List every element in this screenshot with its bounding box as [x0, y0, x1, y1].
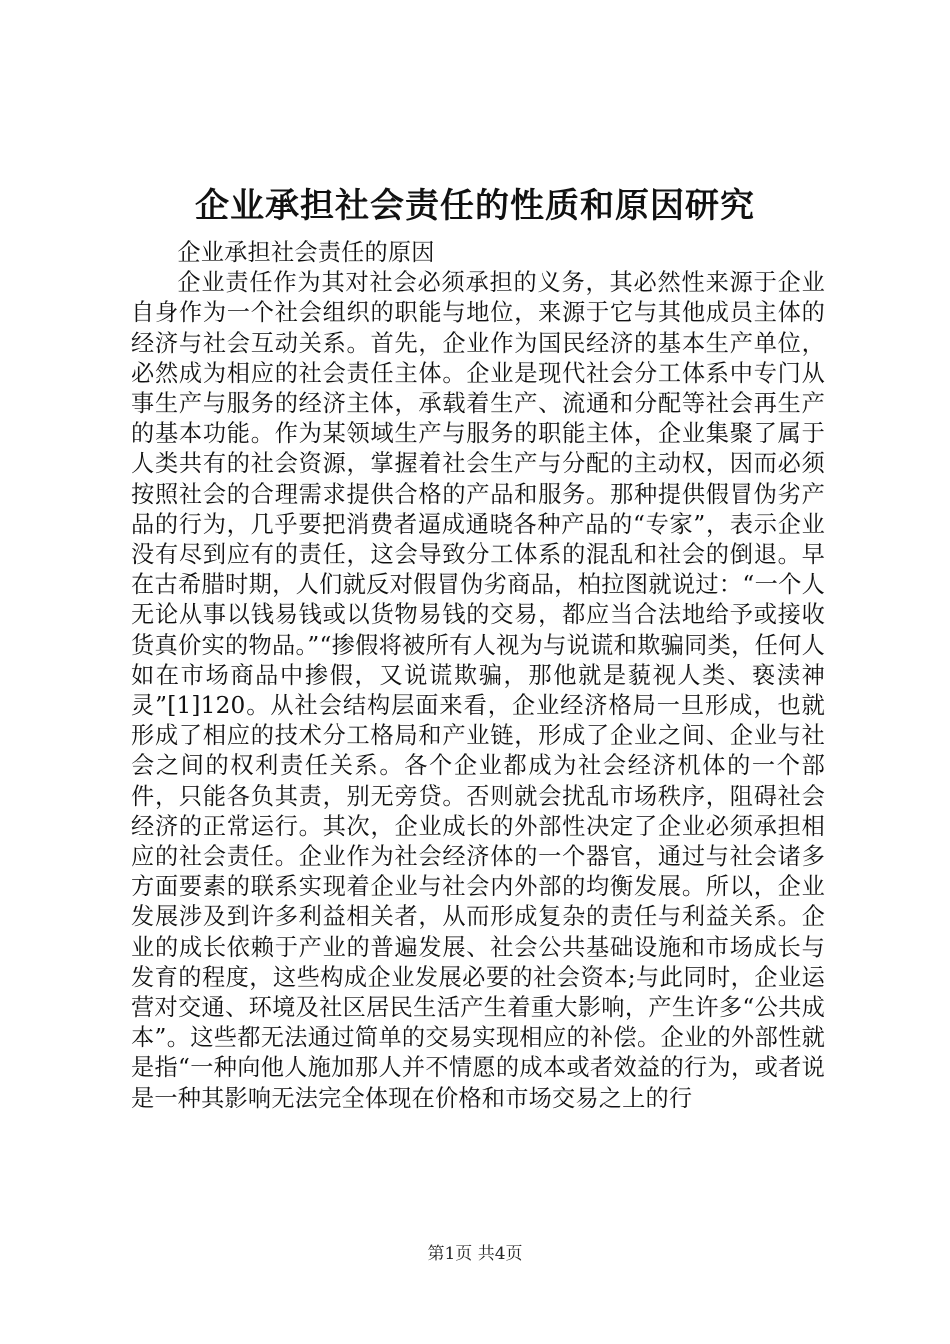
document-body [131, 238, 825, 1114]
page-number-footer: 第1页 共4页 [427, 1244, 523, 1264]
document-title: 企业承担社会责任的性质和原因研究 [195, 186, 755, 226]
section-heading: 企业承担社会责任的原因 [177, 239, 435, 266]
body-paragraph: 企业责任作为其对社会必须承担的义务，其必然性来源于企业自身作为一个社会组织的职能与地位，来源于它与其他成员主体的经济与社会互动关系。首先，企业作为国民经济的基本生产单位，必然成为相应的社会责任主体。企业是现代社会分工体系中专门从事生产与服务的经济主体，承载着生产、流通和分配等社会再生产的基本功能。作为某领域生产与服务的职能主体，企业集聚了属于人类共有的社会资源，掌握着社会生产与分配的主动权，因而必须按照社会的合理需求提供合格的产品和服务。那种提供假冒伪劣产品的行为，几乎要把消费者逼成通晓各种产品的“专家”，表示企业没有尽到应有的责任，这会导致分工体系的混乱和社会的倒退。早在古希腊时期，人们就反对假冒伪劣商品，柏拉图就说过：“一个人无论从事以钱易钱或以货物易钱的交易，都应当合法地给予或接收货真价实的物品。”“掺假将被所有人视为与说谎和欺骗同类，任何人如在市场商品中掺假，又说谎欺骗，那他就是藐视人类、亵渎神灵”[1]120。从社会结构层面来看，企业经济格局一旦形成，也就形成了相应的技术分工格局和产业链，形成了企业之间、企业与社会之间的权利责任关系。各个企业都成为社会经济机体的一个部件，只能各负其责，别无旁贷。否则就会扰乱市场秩序，阻碍社会经济的正常运行。其次，企业成长的外部性决定了企业必须承担相应的社会责任。企业作为社会经济体的一个器官，通过与社会诸多方面要素的联系实现着企业与社会内外部的均衡发展。所以，企业发展涉及到许多利益相关者，从而形成复杂的责任与利益关系。企业的成长依赖于产业的普遍发展、社会公共基础设施和市场成长与发育的程度，这些构成企业发展必要的社会资本;与此同时，企业运营对交通、环境及社区居民生活产生着重大影响，产生许多“公共成本”。这些都无法通过简单的交易实现相应的补偿。企业的外部性就是指“一种向他人施加那人并不情愿的成本或者效益的行为，或者说是一种其影响无法完全体现在价格和市场交易之上的行 [131, 269, 825, 1112]
